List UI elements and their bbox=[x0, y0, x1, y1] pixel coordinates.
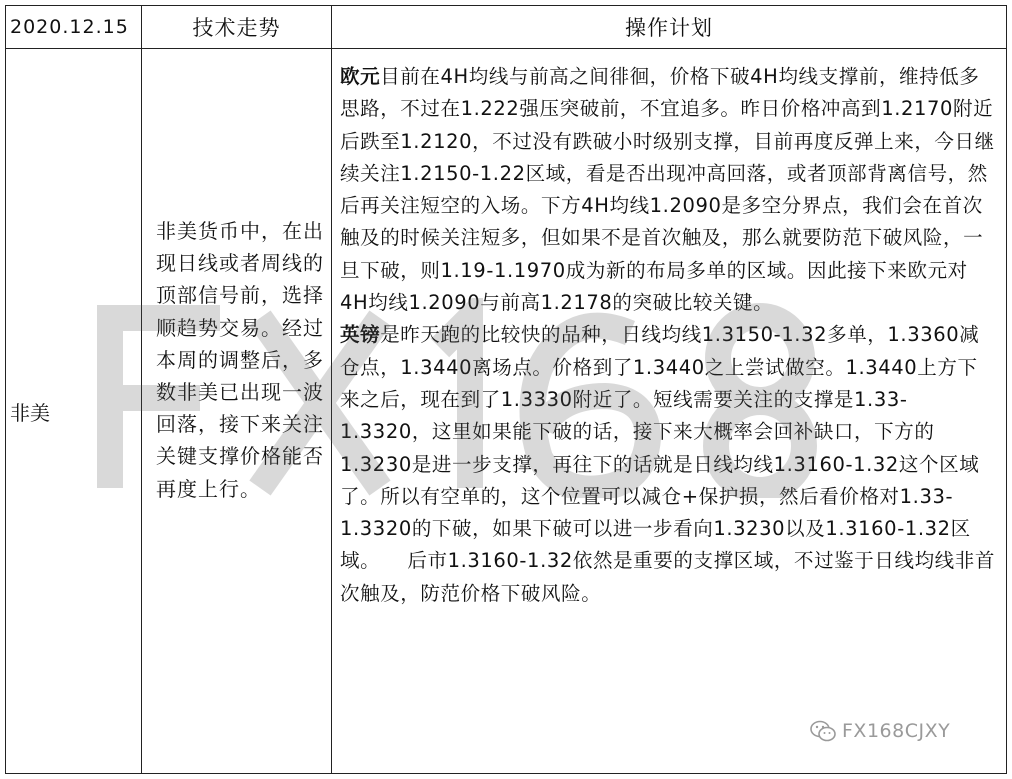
euro-text: 目前在4H均线与前高之间徘徊，价格下破4H均线支撑前，维持低多思路，不过在1.222强压突破前，不宜追多。昨日价格冲高到1.2170附近后跌至1.2120，不过没有跌破小时级别支撑，目前再度反弹上来，今日继续关注1.2150-1.22区域，看是否出现冲高回落，或者顶部背离信号，然后再关注短空的入场。下方4H均线1.2090是多空分界点，我们会在首次触及的时候关注短多，但如果不是首次触及，那么就要防范下破风险，一旦下破，则1.19-1.1970成为新的布局多单的区域。因此接下来欧元对4H均线1.2090与前高1.2178的突破比较关键。 bbox=[340, 65, 995, 315]
gbp-label: 英镑 bbox=[340, 323, 381, 347]
euro-label: 欧元 bbox=[340, 65, 381, 88]
market-cell: 非美 bbox=[6, 49, 142, 774]
wechat-icon bbox=[810, 720, 836, 742]
credit-text: FX168CJXY bbox=[842, 720, 951, 742]
gbp-paragraph bbox=[340, 319, 996, 610]
header-date: 2020.12.15 bbox=[6, 6, 142, 49]
euro-paragraph bbox=[340, 61, 996, 319]
source-credit bbox=[810, 720, 950, 742]
table-row bbox=[6, 49, 1007, 774]
plan-cell bbox=[332, 49, 1007, 774]
trading-plan-table bbox=[5, 5, 1007, 774]
header-row bbox=[6, 6, 1007, 49]
gbp-text: 是昨天跑的比较快的品种，日线均线1.3150-1.32多单，1.3360减仓点，1.3440离场点。价格到了1.3440之上尝试做空。1.3440上方下来之后，现在到了1.3330附近了。短线需要关注的支撑是1.33-1.3320，这里如果能下破的话，接下来大概率会回补缺口，下方的1.3230是进一步支撑，再往下的话就是日线均线1.3160-1.32这个区域了。所以有空单的，这个位置可以减仓+保护损，然后看价格对1.33-1.3320的下破，如果下破可以进一步看向1.3230以及1.3160-1.32区域。 后市1.3160-1.32依然是重要的支撑区域，不过鉴于日线均线非首次触及，防范价格下破风险。 bbox=[340, 323, 995, 605]
trend-cell: 非美货币中，在出现日线或者周线的顶部信号前，选择顺趋势交易。经过本周的调整后，多数非美已出现一波回落，接下来关注关键支撑价格能否再度上行。 bbox=[142, 49, 332, 774]
header-trend-title: 技术走势 bbox=[142, 6, 332, 49]
header-plan-title: 操作计划 bbox=[332, 6, 1007, 49]
